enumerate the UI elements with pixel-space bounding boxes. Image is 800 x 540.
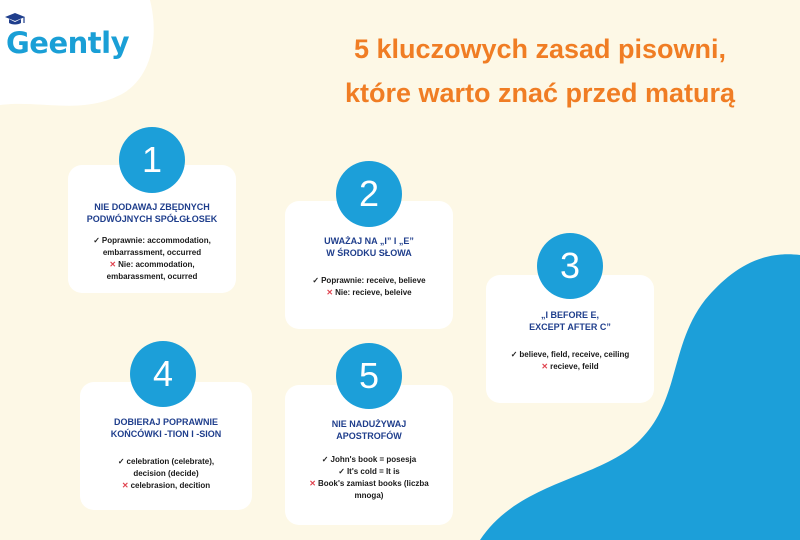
correct-example: ✓ believe, field, receive, ceiling	[510, 350, 630, 359]
correct-example: ✓ Poprawnie: receive, believe	[312, 276, 426, 285]
title-line-1: 5 kluczowych zasad pisowni,	[353, 34, 727, 64]
check-icon: ✓	[117, 457, 125, 466]
rule-number-badge-5: 5	[336, 343, 402, 409]
check-icon: ✓	[510, 350, 518, 359]
correct-example: ✓ celebration (celebrate), decision (decide)	[117, 457, 215, 478]
rule-title: NIE NADUŻYWAJ APOSTROFÓW	[331, 419, 407, 441]
graduation-cap-icon	[4, 12, 26, 30]
rule-number-badge-4: 4	[130, 341, 196, 407]
rule-examples	[76, 235, 228, 283]
check-icon: ✓	[312, 276, 320, 285]
cross-icon: ✕	[326, 288, 334, 297]
rule-examples	[293, 275, 445, 299]
wrong-example: ✕ Nie: acommodation, embarassment, ocurred	[106, 260, 198, 281]
rule-examples	[88, 456, 244, 492]
rule-number-badge-3: 3	[537, 233, 603, 299]
cross-icon: ✕	[541, 362, 549, 371]
rule-title: UWAŻAJ NA „I” I „E” W ŚRODKU SŁOWA	[324, 236, 414, 258]
rule-number-badge-1: 1	[119, 127, 185, 193]
cross-icon: ✕	[109, 260, 117, 269]
rule-examples	[293, 454, 445, 502]
title-line-2: które warto znać przed maturą	[344, 78, 736, 108]
wrong-example: ✕ celebrasion, decition	[121, 481, 211, 490]
brand-logo	[6, 12, 129, 60]
correct-example: ✓ It's cold = It is	[338, 467, 400, 476]
rule-title: „I BEFORE E, EXCEPT AFTER C”	[529, 310, 611, 332]
check-icon: ✓	[93, 236, 100, 245]
rule-examples	[494, 349, 646, 373]
wrong-example: ✕ Nie: recieve, beleive	[326, 288, 412, 297]
cross-icon: ✕	[121, 481, 129, 490]
check-icon: ✓	[338, 467, 345, 476]
wrong-example: ✕ Book's zamiast books (liczba mnoga)	[309, 479, 429, 500]
rule-title: NIE DODAWAJ ZBĘDNYCH PODWÓJNYCH SPÓŁGŁOSEK	[86, 202, 218, 224]
page-title	[300, 27, 780, 115]
correct-example: ✓ John's book = posesja	[321, 455, 417, 464]
check-icon: ✓	[321, 455, 329, 464]
cross-icon: ✕	[309, 479, 316, 488]
rule-title: DOBIERAJ POPRAWNIE KOŃCÓWKI -TION I -SION	[110, 417, 222, 439]
rule-number-badge-2: 2	[336, 161, 402, 227]
correct-example: ✓ Poprawnie: accommodation, embarrassment, occurred	[93, 236, 211, 257]
brand-name: Geently	[6, 26, 129, 60]
wrong-example: ✕ recieve, feild	[541, 362, 599, 371]
